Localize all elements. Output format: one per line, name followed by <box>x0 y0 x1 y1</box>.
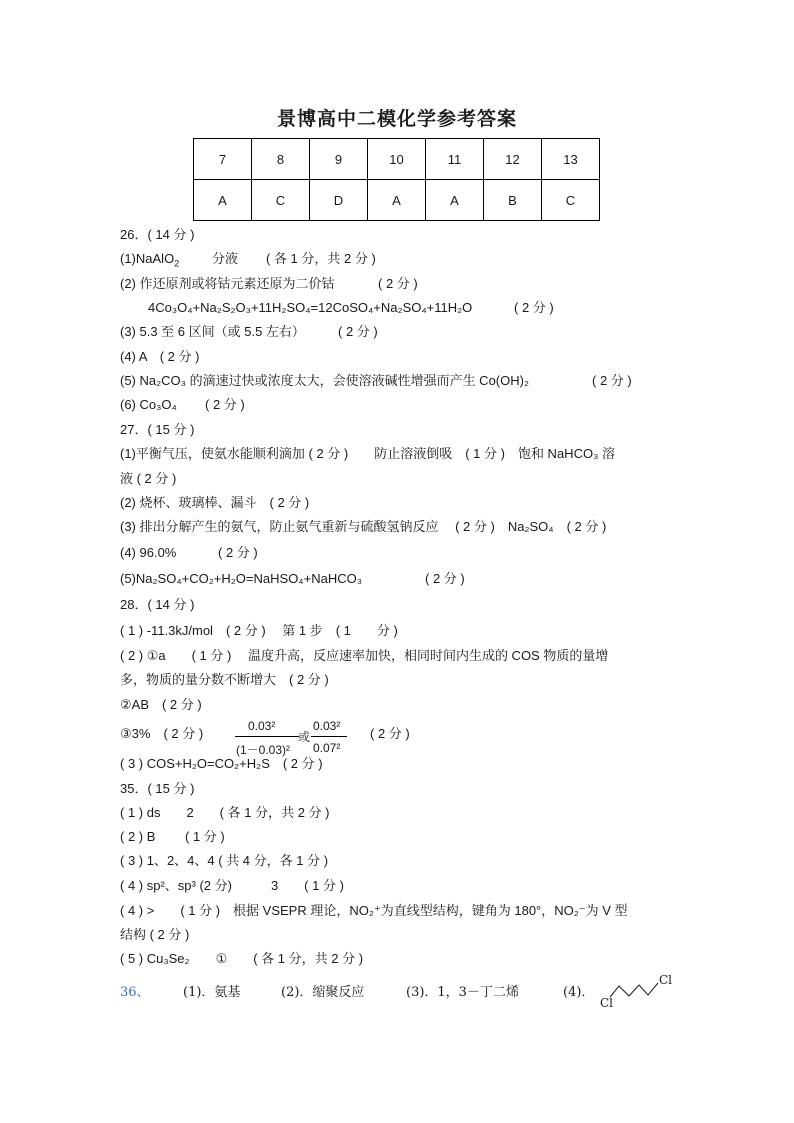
answer-table <box>193 138 600 221</box>
q26-line-5: (5) Na₂CO₃ 的滴速过快或浓度太大，会使溶液碱性增强而产生 Co(OH)₂ <box>120 373 530 388</box>
chlorine-label-top: Cl <box>659 973 673 987</box>
table-cell: 10 <box>368 139 426 180</box>
q35-line-2: ( 2 ) B ( 1 分 ) <box>120 829 225 844</box>
table-cell: A <box>368 180 426 221</box>
q36-answer-2: (2)．缩聚反应 <box>281 985 365 1000</box>
table-row-answers <box>194 180 600 221</box>
table-cell: B <box>484 180 542 221</box>
q35-line-5: ( 4 ) > ( 1 分 ) 根据 VSEPR 理论，NO₂⁺为直线型结构，键角为 180°，NO₂⁻为 V 型 <box>120 903 628 918</box>
q28-line-2-cont: 多，物质的量分数不断增大 ( 2 分 ) <box>120 672 329 687</box>
q26-2-score: ( 2 分 ) <box>378 276 418 291</box>
q28-line-4: ③3% ( 2 分 ) <box>120 726 204 741</box>
q26-line-3: (3) 5.3 至 6 区间（或 5.5 左右） <box>120 324 305 339</box>
q36-answer-1: (1)．氨基 <box>183 985 241 1000</box>
table-row-numbers <box>194 139 600 180</box>
q26-6-score: ( 2 分 ) <box>205 397 245 412</box>
q26-3-score: ( 2 分 ) <box>338 324 378 339</box>
carbon-chain <box>610 983 658 997</box>
q27-line-3: (3) 排出分解产生的氨气，防止氨气重新与硫酸氢钠反应 ( 2 分 ) Na₂SO₄ ( 2 分 ) <box>120 519 607 534</box>
q27-line-2: (2) 烧杯、玻璃棒、漏斗 ( 2 分 ) <box>120 495 310 510</box>
table-cell: 9 <box>310 139 368 180</box>
table-cell: A <box>426 180 484 221</box>
q27-4-score: ( 2 分 ) <box>218 545 258 560</box>
fraction-2-numerator: 0.03² <box>313 719 341 733</box>
table-cell: 11 <box>426 139 484 180</box>
q35-line-6: ( 5 ) Cu₃Se₂ ① ( 各 1 分，共 2 分 ) <box>120 951 364 966</box>
q27-line-1-cont: 液 ( 2 分 ) <box>120 471 177 486</box>
q26-line-1 <box>120 251 179 272</box>
q27-line-1: (1)平衡气压，使氨水能顺利滴加 ( 2 分 ) 防止溶液倒吸 ( 1 分 ) 饱和 NaHCO₃ 溶 <box>120 446 615 461</box>
q26-1-answer: (1)NaAlO <box>120 251 175 266</box>
fraction-2-denominator: 0.07² <box>313 741 341 755</box>
q35-line-3: ( 3 ) 1、2、4、4 ( 共 4 分，各 1 分 ) <box>120 853 329 868</box>
table-cell: A <box>194 180 252 221</box>
q28-line-3: ②AB ( 2 分 ) <box>120 697 202 712</box>
table-cell: D <box>310 180 368 221</box>
q26-line-4: (4) A ( 2 分 ) <box>120 349 200 364</box>
table-cell: C <box>542 180 600 221</box>
dichlorobutene-structure <box>598 970 674 1010</box>
q28-line-5: ( 3 ) COS+H₂O=CO₂+H₂S ( 2 分 ) <box>120 756 323 771</box>
table-cell: 13 <box>542 139 600 180</box>
q27-5-score: ( 2 分 ) <box>425 571 465 586</box>
q26-1-method: 分液 <box>212 251 239 266</box>
q26-line-2: (2) 作还原剂或将钴元素还原为二价钴 <box>120 276 335 291</box>
q35-line-1: ( 1 ) ds 2 ( 各 1 分，共 2 分 ) <box>120 805 330 820</box>
q36-answer-3: (3)．1，3－丁二烯 <box>406 985 519 1000</box>
q26-equation: 4Co₃O₄+Na₂S₂O₃+11H₂SO₄=12CoSO₄+Na₂SO₄+11H₂O <box>148 300 473 315</box>
fraction-or: 或 <box>298 730 311 744</box>
fraction-2-bar <box>311 736 347 737</box>
q26-equation-score: ( 2 分 ) <box>514 300 554 315</box>
q26-line-6: (6) Co₃O₄ <box>120 397 177 412</box>
q28-line-1: ( 1 ) -11.3kJ/mol ( 2 分 ) 第 1 步 ( 1 分 ) <box>120 623 398 638</box>
q26-1-score: ( 各 1 分，共 2 分 ) <box>266 251 376 266</box>
chlorine-label-bottom: Cl <box>600 996 614 1010</box>
fraction-1-denominator: (1－0.03)² <box>236 743 291 757</box>
q27-line-4: (4) 96.0% <box>120 545 177 560</box>
q26-heading: 26．( 14 分 ) <box>120 227 195 242</box>
fraction-1-numerator: 0.03² <box>248 719 276 733</box>
q35-line-5-cont: 结构 ( 2 分 ) <box>120 927 190 942</box>
q26-1-subscript: 2 <box>174 258 180 269</box>
q28-line-2: ( 2 ) ①a ( 1 分 ) 温度升高，反应速率加快，相同时间内生成的 COS 物质的量增 <box>120 648 609 663</box>
q28-4-score: ( 2 分 ) <box>370 726 410 741</box>
q27-line-5: (5)Na₂SO₄+CO₂+H₂O=NaHSO₄+NaHCO₃ <box>120 571 362 586</box>
fraction-1-bar <box>235 736 299 737</box>
table-cell: C <box>252 180 310 221</box>
table-cell: 7 <box>194 139 252 180</box>
q36-number: 36、 <box>120 985 150 1000</box>
q35-heading: 35．( 15 分 ) <box>120 781 195 796</box>
q27-heading: 27．( 15 分 ) <box>120 422 195 437</box>
q35-line-4: ( 4 ) sp²、sp³ (2 分) 3 ( 1 分 ) <box>120 878 344 893</box>
q26-5-score: ( 2 分 ) <box>592 373 632 388</box>
q36-answer-4: (4)． <box>563 985 595 1000</box>
table-cell: 12 <box>484 139 542 180</box>
table-cell: 8 <box>252 139 310 180</box>
q28-heading: 28．( 14 分 ) <box>120 597 195 612</box>
page-title: 景博高中二模化学参考答案 <box>276 108 517 130</box>
